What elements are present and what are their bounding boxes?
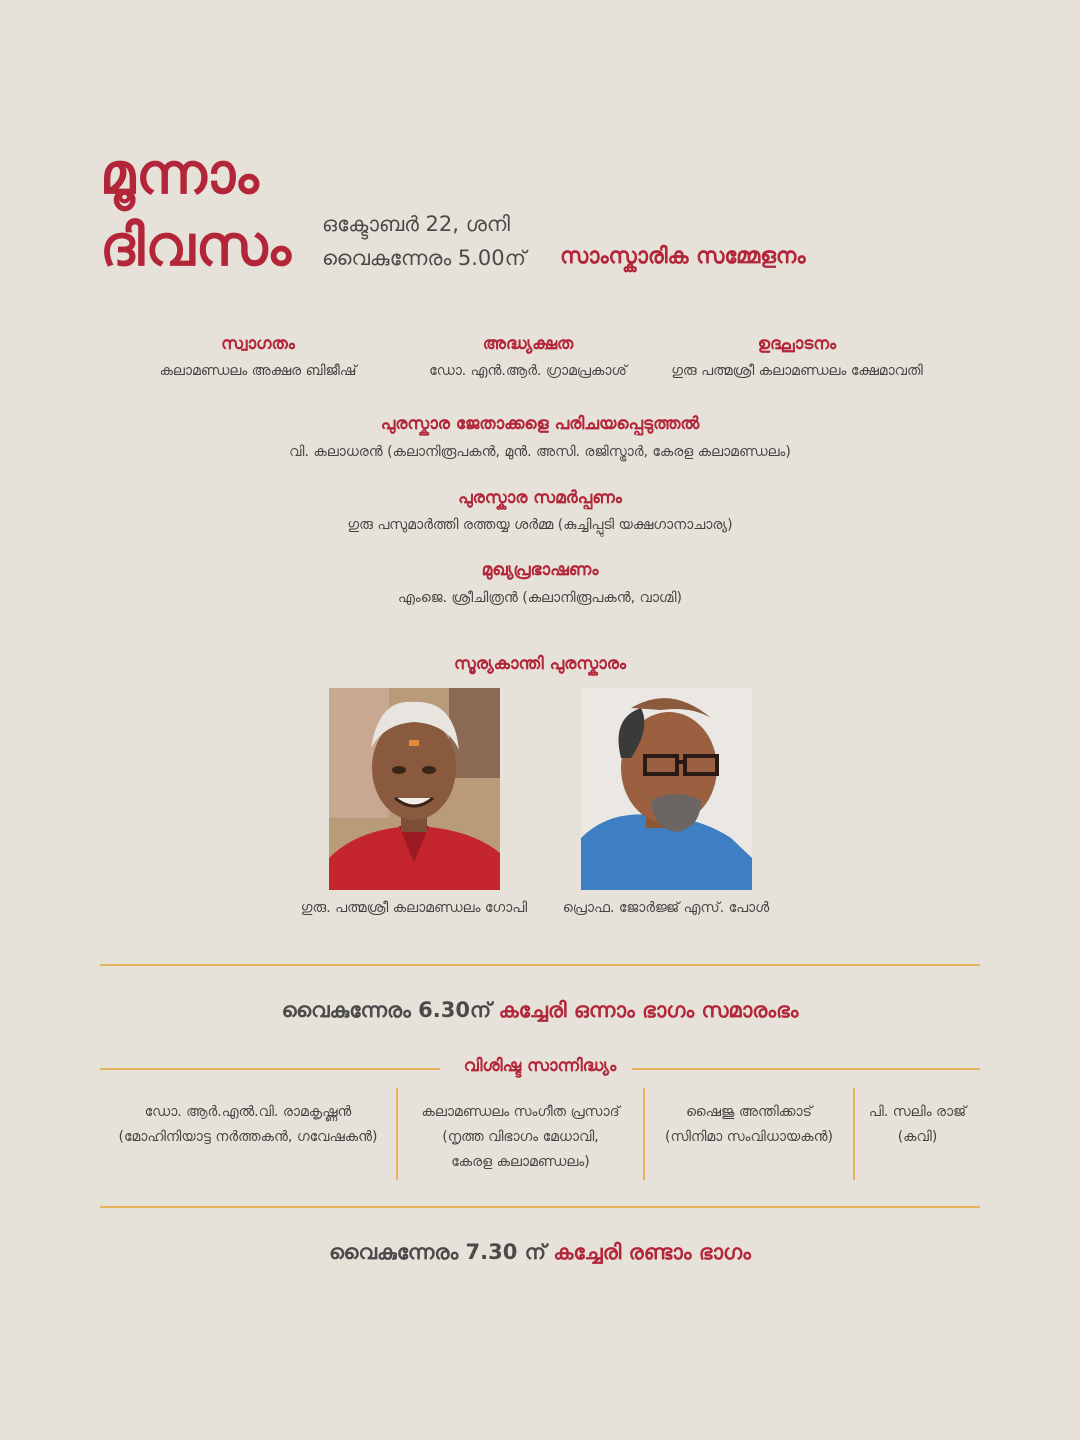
concert-part2-title: കച്ചേരി രണ്ടാം ഭാഗം [553,1240,751,1264]
welcome-name: കലാമണ്ഡലം അക്ഷര ബിജീഷ് [159,363,357,379]
concert-part1-title: കച്ചേരി ഒന്നാം ഭാഗം സമാരംഭം [498,998,799,1022]
portrait-elderly-man-image [329,688,500,890]
inauguration-name: ഗുരു പത്മശ്രീ കലാമണ്ഡലം ക്ഷേമാവതി [671,363,923,379]
introduction-name: വി. കലാധരൻ (കലാനിരൂപകൻ, മുൻ. അസി. രജിസ്ട്രാർ, കേരള കലാമണ്ഡലം) [289,444,791,460]
presidency-name: ഡോ. എൻ.ആർ. ഗ്രാമപ്രകാശ് [429,363,627,379]
guest-2-role: (നൃത്ത വിഭാഗം മേധാവി, [442,1129,599,1145]
guest-1-name: ഡോ. ആർ.എൽ.വി. രാമകൃഷ്ണൻ [144,1104,352,1120]
introduction-title: പുരസ്കാര ജേതാക്കളെ പരിചയപ്പെടുത്തൽ [380,414,700,434]
divider-bottom [100,1206,980,1208]
guest-4-role: (കവി) [897,1129,938,1145]
guest-2-name: കലാമണ്ഡലം സംഗീത പ്രസാദ് [421,1104,620,1120]
presentation-title: പുരസ്കാര സമർപ്പണം [458,488,622,508]
concert-part2-time: വൈകുന്നേരം 7.30 ന് [329,1240,554,1264]
event-date: ഒക്ടോബർ 22, ശനി [322,212,510,236]
guest-4-name: പി. സലിം രാജ് [868,1104,967,1120]
concert-part1-time: വൈകുന്നേരം 6.30ന് [281,998,499,1022]
event-title: സാംസ്കാരിക സമ്മേളനം [560,244,806,269]
presidency-title: അദ്ധ്യക്ഷത [482,334,574,354]
welcome-title: സ്വാഗതം [221,334,295,354]
inauguration-title: ഉദ്ഘാടനം [757,334,837,354]
day-title-line2: ദിവസം [100,214,292,279]
presentation-name: ഗുരു പസുമാർത്തി രത്തയ്യ ശർമ്മ (കുച്ചിപ്പുടി യക്ഷഗാനാചാര്യ) [347,517,733,533]
guest-2-role-cont: കേരള കലാമണ്ഡലം) [451,1154,590,1170]
award-title: സൂര്യകാന്തി പുരസ്കാരം [453,654,627,674]
event-time: വൈകുന്നേരം 5.00ന് [322,246,527,270]
winner-photo-2 [581,688,752,890]
distinguished-header [100,1056,980,1082]
keynote-title: മുഖ്യപ്രഭാഷണം [481,560,599,580]
divider-top [100,964,980,966]
concert-part2-line [0,1240,1080,1265]
guest-3-name: ഷൈജു അന്തിക്കാട് [685,1104,813,1120]
keynote-name: എംജെ. ശ്രീചിത്രൻ (കലാനിരൂപകൻ, വാഗ്മി) [398,590,682,606]
guest-3-role: (സിനിമാ സംവിധായകൻ) [665,1129,833,1145]
winner-caption-2: പ്രൊഫ. ജോർജ്ജ് എസ്. പോൾ [562,900,770,916]
portrait-man-glasses-image [581,688,752,890]
winner-caption-1: ഗുരു. പത്മശ്രീ കലാമണ്ഡലം ഗോപി [300,900,528,916]
guest-2 [398,1100,643,1175]
winner-photo-1 [329,688,500,890]
guest-4 [855,1100,980,1150]
day-title-line1: മൂന്നാം [100,142,260,207]
guest-1 [100,1100,396,1150]
guest-1-role: (മോഹിനിയാട്ട നർത്തകൻ, ഗവേഷകൻ) [118,1129,378,1145]
distinguished-title: വിശിഷ്ട സാന്നിദ്ധ്യം [463,1056,617,1076]
concert-part1-line [0,998,1080,1023]
guest-3 [645,1100,853,1150]
